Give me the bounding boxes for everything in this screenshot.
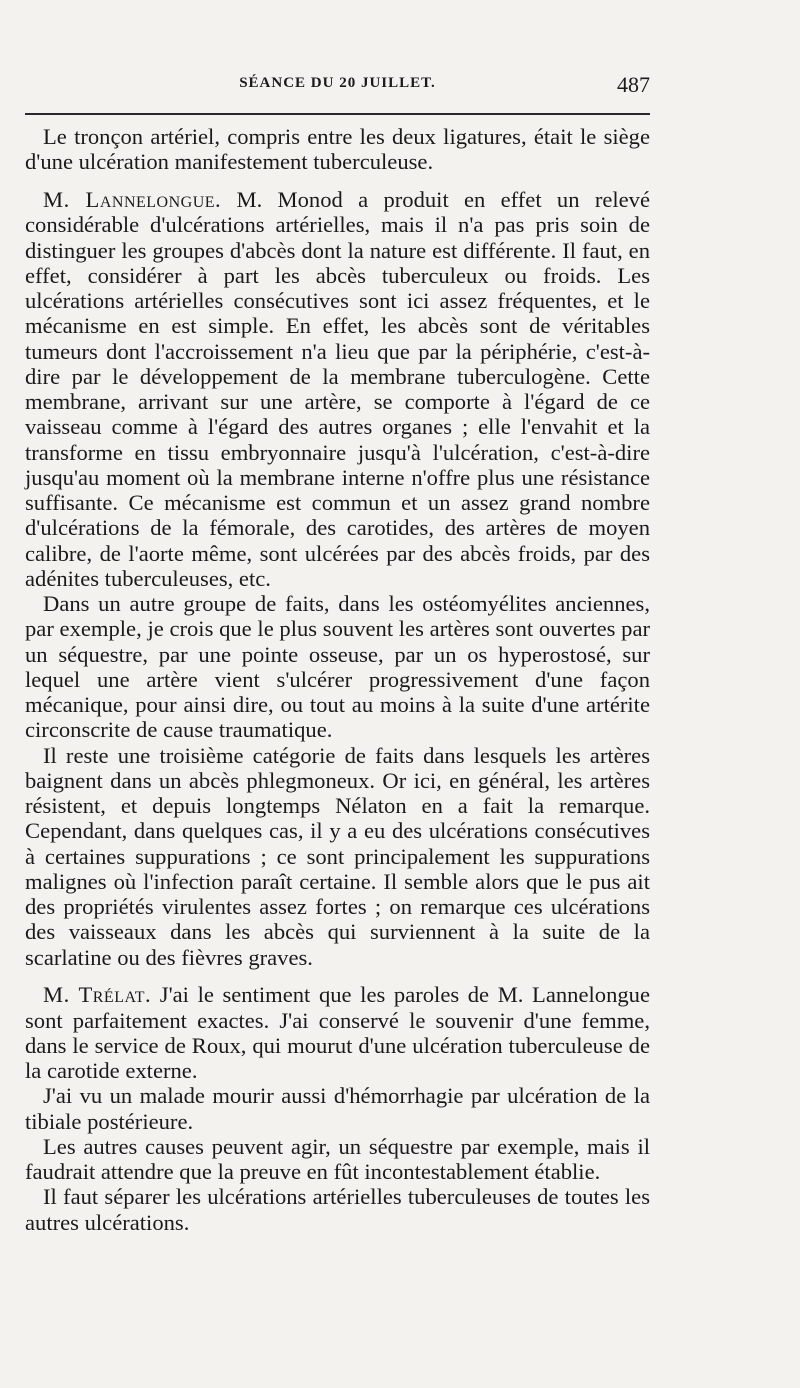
paragraph <box>25 1134 650 1185</box>
paragraph <box>25 1184 650 1235</box>
paragraph-text: M. Monod a produit en effet un relevé considérable d'ulcérations artérielles, mais il n'a pas pris soin de distinguer les groupes d'abcès dont la nature est différente. Il faut, en effet, considérer à part les abcès tuberculeux ou froids. Les ulcérations artérielles consécutives sont ici assez fréquentes, et le mécanisme en est simple. En effet, les abcès sont de véritables tumeurs dont l'accroissement n'a lieu que par la périphérie, c'est-à-dire par le développement de la membrane tuberculogène. Cette membrane, arrivant sur une artère, se comporte à l'égard de ce vaisseau comme à l'égard des autres organes ; elle l'envahit et la transforme en tissu embryonnaire jusqu'à l'ulcération, c'est-à-dire jusqu'au moment où la membrane interne n'offre plus une résistance suffisante. Ce mécanisme est commun et un assez grand nombre d'ulcérations de la fémorale, des carotides, des artères de moyen calibre, de l'aorte même, sont ulcérées par des abcès froids, par des adénites tuberculeuses, etc. <box>25 187 650 591</box>
paragraph-text: Dans un autre groupe de faits, dans les ostéomyélites anciennes, par exemple, je crois que le plus souvent les artères sont ouvertes par un séquestre, par une pointe osseuse, par un os hyperostosé, sur lequel une artère vient s'ulcérer progressivement d'une façon mécanique, pour ainsi dire, ou tout au moins à la suite d'une artérite circonscrite de cause traumatique. <box>25 591 650 743</box>
paragraph-text: Il reste une troisième catégorie de faits dans lesquels les artères baignent dans un abcès phlegmoneux. Or ici, en général, les artères résistent, et depuis longtemps Nélaton en a fait la remarque. Cependant, dans quelques cas, il y a eu des ulcérations consécutives à certaines suppurations ; ce sont principalement les suppurations malignes où l'infection paraît certaine. Il semble alors que le pus ait des propriétés virulentes assez fortes ; on remarque ces ulcérations des vaisseaux dans les abcès qui surviennent à la suite de la scarlatine ou des fièvres graves. <box>25 742 650 970</box>
body-text <box>25 124 650 1235</box>
paragraph-text: Le tronçon artériel, compris entre les deux ligatures, était le siège d'une ulcération manifestement tuberculeuse. <box>25 124 650 175</box>
paragraph <box>25 982 650 1083</box>
paragraph <box>25 187 650 591</box>
speaker-name: M. Trélat. <box>43 982 152 1008</box>
paragraph-text: J'ai vu un malade mourir aussi d'hémorrhagie par ulcération de la tibiale postérieure. <box>25 1083 650 1134</box>
paragraph <box>25 591 650 743</box>
paragraph <box>25 1083 650 1134</box>
page-number: 487 <box>617 72 650 97</box>
running-head <box>25 72 650 102</box>
paragraph <box>25 124 650 175</box>
running-title: SÉANCE DU 20 JUILLET. <box>239 75 436 91</box>
paragraph <box>25 743 650 970</box>
paragraph-text: Les autres causes peuvent agir, un séquestre par exemple, mais il faudrait attendre que la preuve en fût incontestablement établie. <box>25 1133 650 1184</box>
header-rule <box>25 113 650 115</box>
paragraph-text: J'ai le sentiment que les paroles de M. Lannelongue sont parfaitement exactes. J'ai conservé le souvenir d'une femme, dans le service de Roux, qui mourut d'une ulcération tuberculeuse de la carotide externe. <box>25 982 650 1083</box>
speaker-name: M. Lannelongue. <box>43 187 222 212</box>
paragraph-text: Il faut séparer les ulcérations artérielles tuberculeuses de toutes les autres ulcérations. <box>25 1184 650 1235</box>
